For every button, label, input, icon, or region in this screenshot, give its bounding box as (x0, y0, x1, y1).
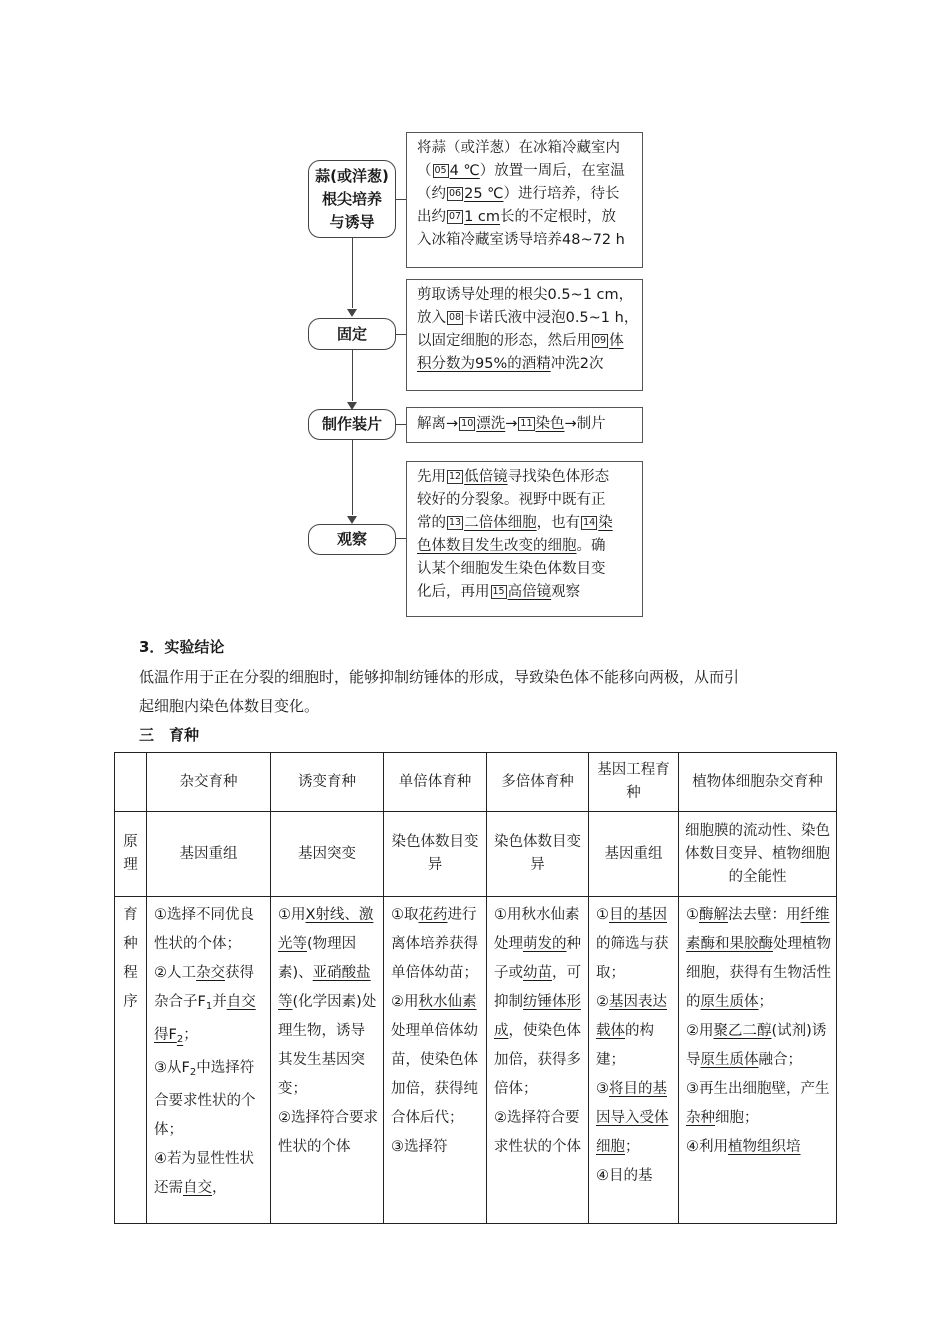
table-cell: ①目的基因的筛选与获取； ②基因表达载体的构建； ③将目的基因导入受体细胞； ④目的基 (589, 897, 679, 1224)
slide-line: 解离→ 10 漂洗→ 11 染色→制片 (417, 416, 606, 432)
table-cell: ①选择不同优良性状的个体； ②人工杂交获得杂合子$F_1$并自交得$F_2$； ③从$F_2$中选择符合要求性状的个体； ④若为显性性状还需自交， (147, 897, 271, 1224)
col-header: 植物体细胞杂交育种 (679, 753, 837, 812)
culture-line-3: （约 06 25 ℃）进行培养，待长 (417, 186, 620, 202)
answer-blank: 染色 (535, 416, 565, 432)
col-header: 基因工程育种 (589, 753, 679, 812)
flow-arrow (347, 516, 357, 524)
flow-arrow (347, 309, 357, 317)
col-header: 单倍体育种 (384, 753, 487, 812)
observe-note (406, 461, 643, 617)
flow-connector (352, 238, 353, 308)
col-header: 杂交育种 (147, 753, 271, 812)
table-header-row (115, 753, 837, 812)
answer-blank: 25 ℃ (464, 186, 504, 202)
row-label: 原理 (115, 812, 147, 897)
fix-note (406, 279, 643, 391)
number-badge: 07 (449, 211, 462, 222)
table-cell: 细胞膜的流动性、染色体数目变异、植物细胞的全能性 (679, 812, 837, 897)
answer-blank: 漂洗 (476, 416, 506, 432)
number-badge: 08 (449, 312, 462, 323)
conclusion-heading: 3．实验结论 (139, 638, 225, 656)
row-label: 育种程序 (115, 897, 147, 1224)
culture-line-1: 将蒜（或洋葱）在冰箱冷藏室内 (417, 140, 620, 156)
number-badge: 15 (492, 586, 505, 597)
table-corner (115, 753, 147, 812)
answer-blank: 1 cm (464, 209, 501, 225)
table-cell: ①用秋水仙素处理萌发的种子或幼苗，可抑制纺锤体形成，使染色体加倍，获得多倍体； ②选择符合要求性状的个体 (487, 897, 589, 1224)
stage-culture (308, 160, 396, 238)
culture-line-5: 入冰箱冷藏室诱导培养48~72 h (417, 232, 625, 248)
observe-line-6: 化后，再用 15 高倍镜观察 (417, 584, 581, 600)
observe-line-1: 先用 12 低倍镜寻找染色体形态 (417, 469, 610, 485)
answer-blank: 4 ℃ (449, 163, 480, 179)
flow-connector (352, 440, 353, 515)
answer-blank: 二倍体细胞 (464, 515, 537, 531)
table-cell: 基因突变 (271, 812, 384, 897)
number-badge: 06 (449, 188, 462, 199)
culture-line-2: （ 05 4 ℃）放置一周后，在室温 (417, 163, 625, 179)
answer-blank: 体 (609, 333, 624, 349)
table-cell: 染色体数目变异 (384, 812, 487, 897)
fix-line-4: 积分数为95%的酒精冲洗2次 (417, 356, 604, 372)
number-badge: 11 (520, 418, 533, 429)
fix-line-1: 剪取诱导处理的根尖0.5~1 cm， (417, 287, 634, 303)
answer-blank: 色体数目发生改变的细胞 (417, 538, 577, 554)
table-cell: ①取花药进行离体培养获得单倍体幼苗； ②用秋水仙素处理单倍体幼苗，使染色体加倍，获得纯合体后代； ③选择符 (384, 897, 487, 1224)
observe-line-3: 常的 13 二倍体细胞，也有 14 染 (417, 515, 613, 531)
observe-line-4: 色体数目发生改变的细胞。确 (417, 538, 606, 554)
conclusion-line-2: 起细胞内染色体数目变化。 (139, 697, 320, 715)
number-badge: 14 (583, 517, 596, 528)
stage-fix-label: 固定 (336, 324, 367, 343)
number-badge: 13 (449, 517, 462, 528)
table-row-procedure (115, 897, 837, 1224)
col-header: 多倍体育种 (487, 753, 589, 812)
answer-blank: 积分数为95%的酒精 (417, 356, 551, 372)
culture-note (406, 132, 643, 268)
section-heading: 三 育种 (139, 726, 200, 744)
number-badge: 10 (461, 418, 474, 429)
fix-line-3: 以固定细胞的形态，然后用 09 体 (417, 333, 624, 349)
stage-slide-label: 制作装片 (321, 415, 382, 433)
stage-culture-label: 蒜(或洋葱)根尖培养与诱导 (315, 166, 389, 231)
flow-connector (352, 350, 353, 401)
col-header: 诱变育种 (271, 753, 384, 812)
slide-note (406, 407, 643, 443)
observe-line-2: 较好的分裂象。视野中既有正 (417, 492, 606, 508)
table-row-principle (115, 812, 837, 897)
fix-line-2: 放入 08 卡诺氏液中浸泡0.5~1 h， (417, 310, 639, 326)
table-cell: 基因重组 (147, 812, 271, 897)
stage-observe (308, 524, 396, 555)
stage-fix (308, 318, 396, 350)
stage-observe-label: 观察 (336, 530, 367, 548)
number-badge: 12 (449, 471, 462, 482)
number-badge: 05 (434, 165, 447, 176)
table-cell: 基因重组 (589, 812, 679, 897)
stage-slide (308, 409, 396, 440)
breeding-table (114, 752, 837, 1224)
number-badge: 09 (594, 335, 607, 346)
table-cell: ①用X射线、激光等(物理因素)、亚硝酸盐等(化学因素)处理生物，诱导其发生基因突变； ②选择符合要求性状的个体 (271, 897, 384, 1224)
conclusion-line-1: 低温作用于正在分裂的细胞时，能够抑制纺锤体的形成，导致染色体不能移向两极，从而引 (139, 668, 740, 686)
table-cell: ①酶解法去壁：用纤维素酶和果胶酶处理植物细胞，获得有生物活性的原生质体； ②用聚乙二醇(试剂)诱导原生质体融合； ③再生出细胞壁，产生杂种细胞； ④利用植物组织培 (679, 897, 837, 1224)
answer-blank: 染 (598, 515, 613, 531)
table-cell: 染色体数目变异 (487, 812, 589, 897)
culture-line-4: 出约 07 1 cm长的不定根时，放 (417, 209, 617, 225)
answer-blank: 高倍镜 (507, 584, 552, 600)
conclusion-text (139, 663, 819, 721)
answer-blank: 低倍镜 (464, 469, 508, 485)
observe-line-5: 认某个细胞发生染色体数目变 (417, 561, 606, 577)
